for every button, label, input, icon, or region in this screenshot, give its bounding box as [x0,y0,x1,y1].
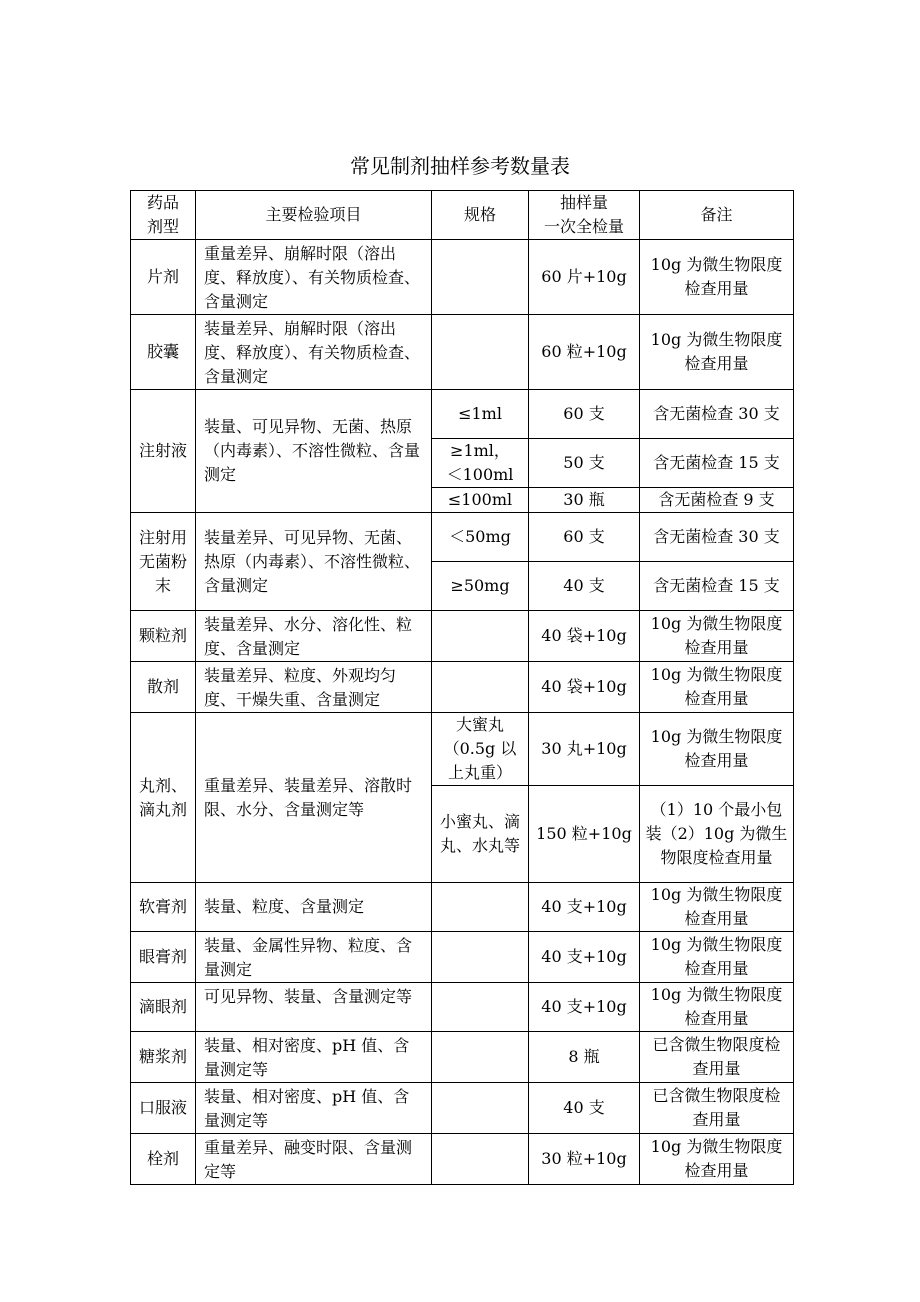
sample-qty-cell: 40 袋+10g [529,662,640,713]
sample-qty-cell: 40 支+10g [529,932,640,983]
note-cell: 10g 为微生物限度检查用量 [640,315,794,390]
spec-cell: ≥1ml， ＜100ml [432,439,529,488]
dosage-form-cell: 丸剂、滴丸剂 [131,713,196,883]
sample-qty-cell: 40 支+10g [529,983,640,1032]
table-row [131,662,794,713]
spec-cell [432,932,529,983]
sample-qty-cell: 60 支 [529,390,640,439]
test-items-cell: 装量差异、崩解时限（溶出度、释放度）、有关物质检查、含量测定 [196,315,432,390]
sample-qty-cell: 40 支 [529,562,640,611]
dosage-form-cell: 滴眼剂 [131,983,196,1032]
table-row [131,932,794,983]
note-cell: 10g 为微生物限度检查用量 [640,662,794,713]
sample-qty-cell: 60 片+10g [529,240,640,315]
table-row [131,1134,794,1185]
note-cell: 已含微生物限度检查用量 [640,1083,794,1134]
dosage-form-cell: 片剂 [131,240,196,315]
test-items-cell: 装量差异、可见异物、无菌、热原（内毒素）、不溶性微粒、含量测定 [196,513,432,611]
dosage-form-cell: 软膏剂 [131,883,196,932]
spec-cell: 大蜜丸（0.5g 以上丸重） [432,713,529,786]
test-items-cell: 重量差异、崩解时限（溶出度、释放度）、有关物质检查、含量测定 [196,240,432,315]
spec-cell [432,883,529,932]
dosage-form-cell: 散剂 [131,662,196,713]
note-cell: 含无菌检查 30 支 [640,513,794,562]
sample-qty-cell: 50 支 [529,439,640,488]
dosage-form-cell: 栓剂 [131,1134,196,1185]
header-items: 主要检验项目 [196,191,432,240]
sample-qty-cell: 40 支+10g [529,883,640,932]
spec-cell [432,240,529,315]
table-row [131,983,794,1032]
header-qty: 抽样量 一次全检量 [529,191,640,240]
note-cell: 含无菌检查 9 支 [640,488,794,513]
test-items-cell: 重量差异、融变时限、含量测定等 [196,1134,432,1185]
table-row [131,611,794,662]
page-title: 常见制剂抽样参考数量表 [350,154,570,178]
spec-cell [432,662,529,713]
sample-qty-cell: 60 粒+10g [529,315,640,390]
spec-cell [432,1083,529,1134]
test-items-cell: 装量、粒度、含量测定 [196,883,432,932]
sample-qty-cell: 30 粒+10g [529,1134,640,1185]
header-spec: 规格 [432,191,529,240]
dosage-form-cell: 注射液 [131,390,196,513]
table-row [131,713,794,786]
test-items-cell: 装量差异、水分、溶化性、粒度、含量测定 [196,611,432,662]
header-note: 备注 [640,191,794,240]
note-cell: （1）10 个最小包装（2）10g 为微生物限度检查用量 [640,786,794,883]
note-cell: 10g 为微生物限度检查用量 [640,983,794,1032]
spec-cell [432,983,529,1032]
table-row [131,240,794,315]
test-items-cell: 装量、相对密度、pH 值、含量测定等 [196,1032,432,1083]
table-row [131,513,794,562]
dosage-form-cell: 注射用无菌粉末 [131,513,196,611]
dosage-form-cell: 眼膏剂 [131,932,196,983]
sample-qty-cell: 30 丸+10g [529,713,640,786]
sample-qty-cell: 40 支 [529,1083,640,1134]
sample-qty-cell: 60 支 [529,513,640,562]
note-cell: 10g 为微生物限度检查用量 [640,713,794,786]
table-header-row [131,191,794,240]
spec-cell [432,1032,529,1083]
spec-cell: ≥50mg [432,562,529,611]
note-cell: 含无菌检查 15 支 [640,562,794,611]
spec-cell [432,611,529,662]
note-cell: 10g 为微生物限度检查用量 [640,240,794,315]
spec-cell: 小蜜丸、滴丸、水丸等 [432,786,529,883]
note-cell: 含无菌检查 30 支 [640,390,794,439]
sampling-table [130,190,794,1185]
sample-qty-cell: 30 瓶 [529,488,640,513]
note-cell: 10g 为微生物限度检查用量 [640,883,794,932]
note-cell: 10g 为微生物限度检查用量 [640,611,794,662]
spec-cell: ≤100ml [432,488,529,513]
note-cell: 10g 为微生物限度检查用量 [640,1134,794,1185]
table-row [131,315,794,390]
test-items-cell: 装量、相对密度、pH 值、含量测定等 [196,1083,432,1134]
dosage-form-cell: 糖浆剂 [131,1032,196,1083]
dosage-form-cell: 口服液 [131,1083,196,1134]
test-items-cell: 可见异物、装量、含量测定等 [196,983,432,1032]
note-cell: 已含微生物限度检查用量 [640,1032,794,1083]
spec-cell [432,315,529,390]
table-row [131,883,794,932]
sample-qty-cell: 8 瓶 [529,1032,640,1083]
test-items-cell: 重量差异、装量差异、溶散时限、水分、含量测定等 [196,713,432,883]
dosage-form-cell: 胶囊 [131,315,196,390]
note-cell: 10g 为微生物限度检查用量 [640,932,794,983]
test-items-cell: 装量差异、粒度、外观均匀度、干燥失重、含量测定 [196,662,432,713]
spec-cell [432,1134,529,1185]
spec-cell: ＜50mg [432,513,529,562]
table-row [131,1032,794,1083]
spec-cell: ≤1ml [432,390,529,439]
header-type: 药品 剂型 [131,191,196,240]
table-row [131,390,794,439]
dosage-form-cell: 颗粒剂 [131,611,196,662]
test-items-cell: 装量、可见异物、无菌、热原（内毒素）、不溶性微粒、含量测定 [196,390,432,513]
sample-qty-cell: 150 粒+10g [529,786,640,883]
sample-qty-cell: 40 袋+10g [529,611,640,662]
note-cell: 含无菌检查 15 支 [640,439,794,488]
test-items-cell: 装量、金属性异物、粒度、含量测定 [196,932,432,983]
table-row [131,1083,794,1134]
